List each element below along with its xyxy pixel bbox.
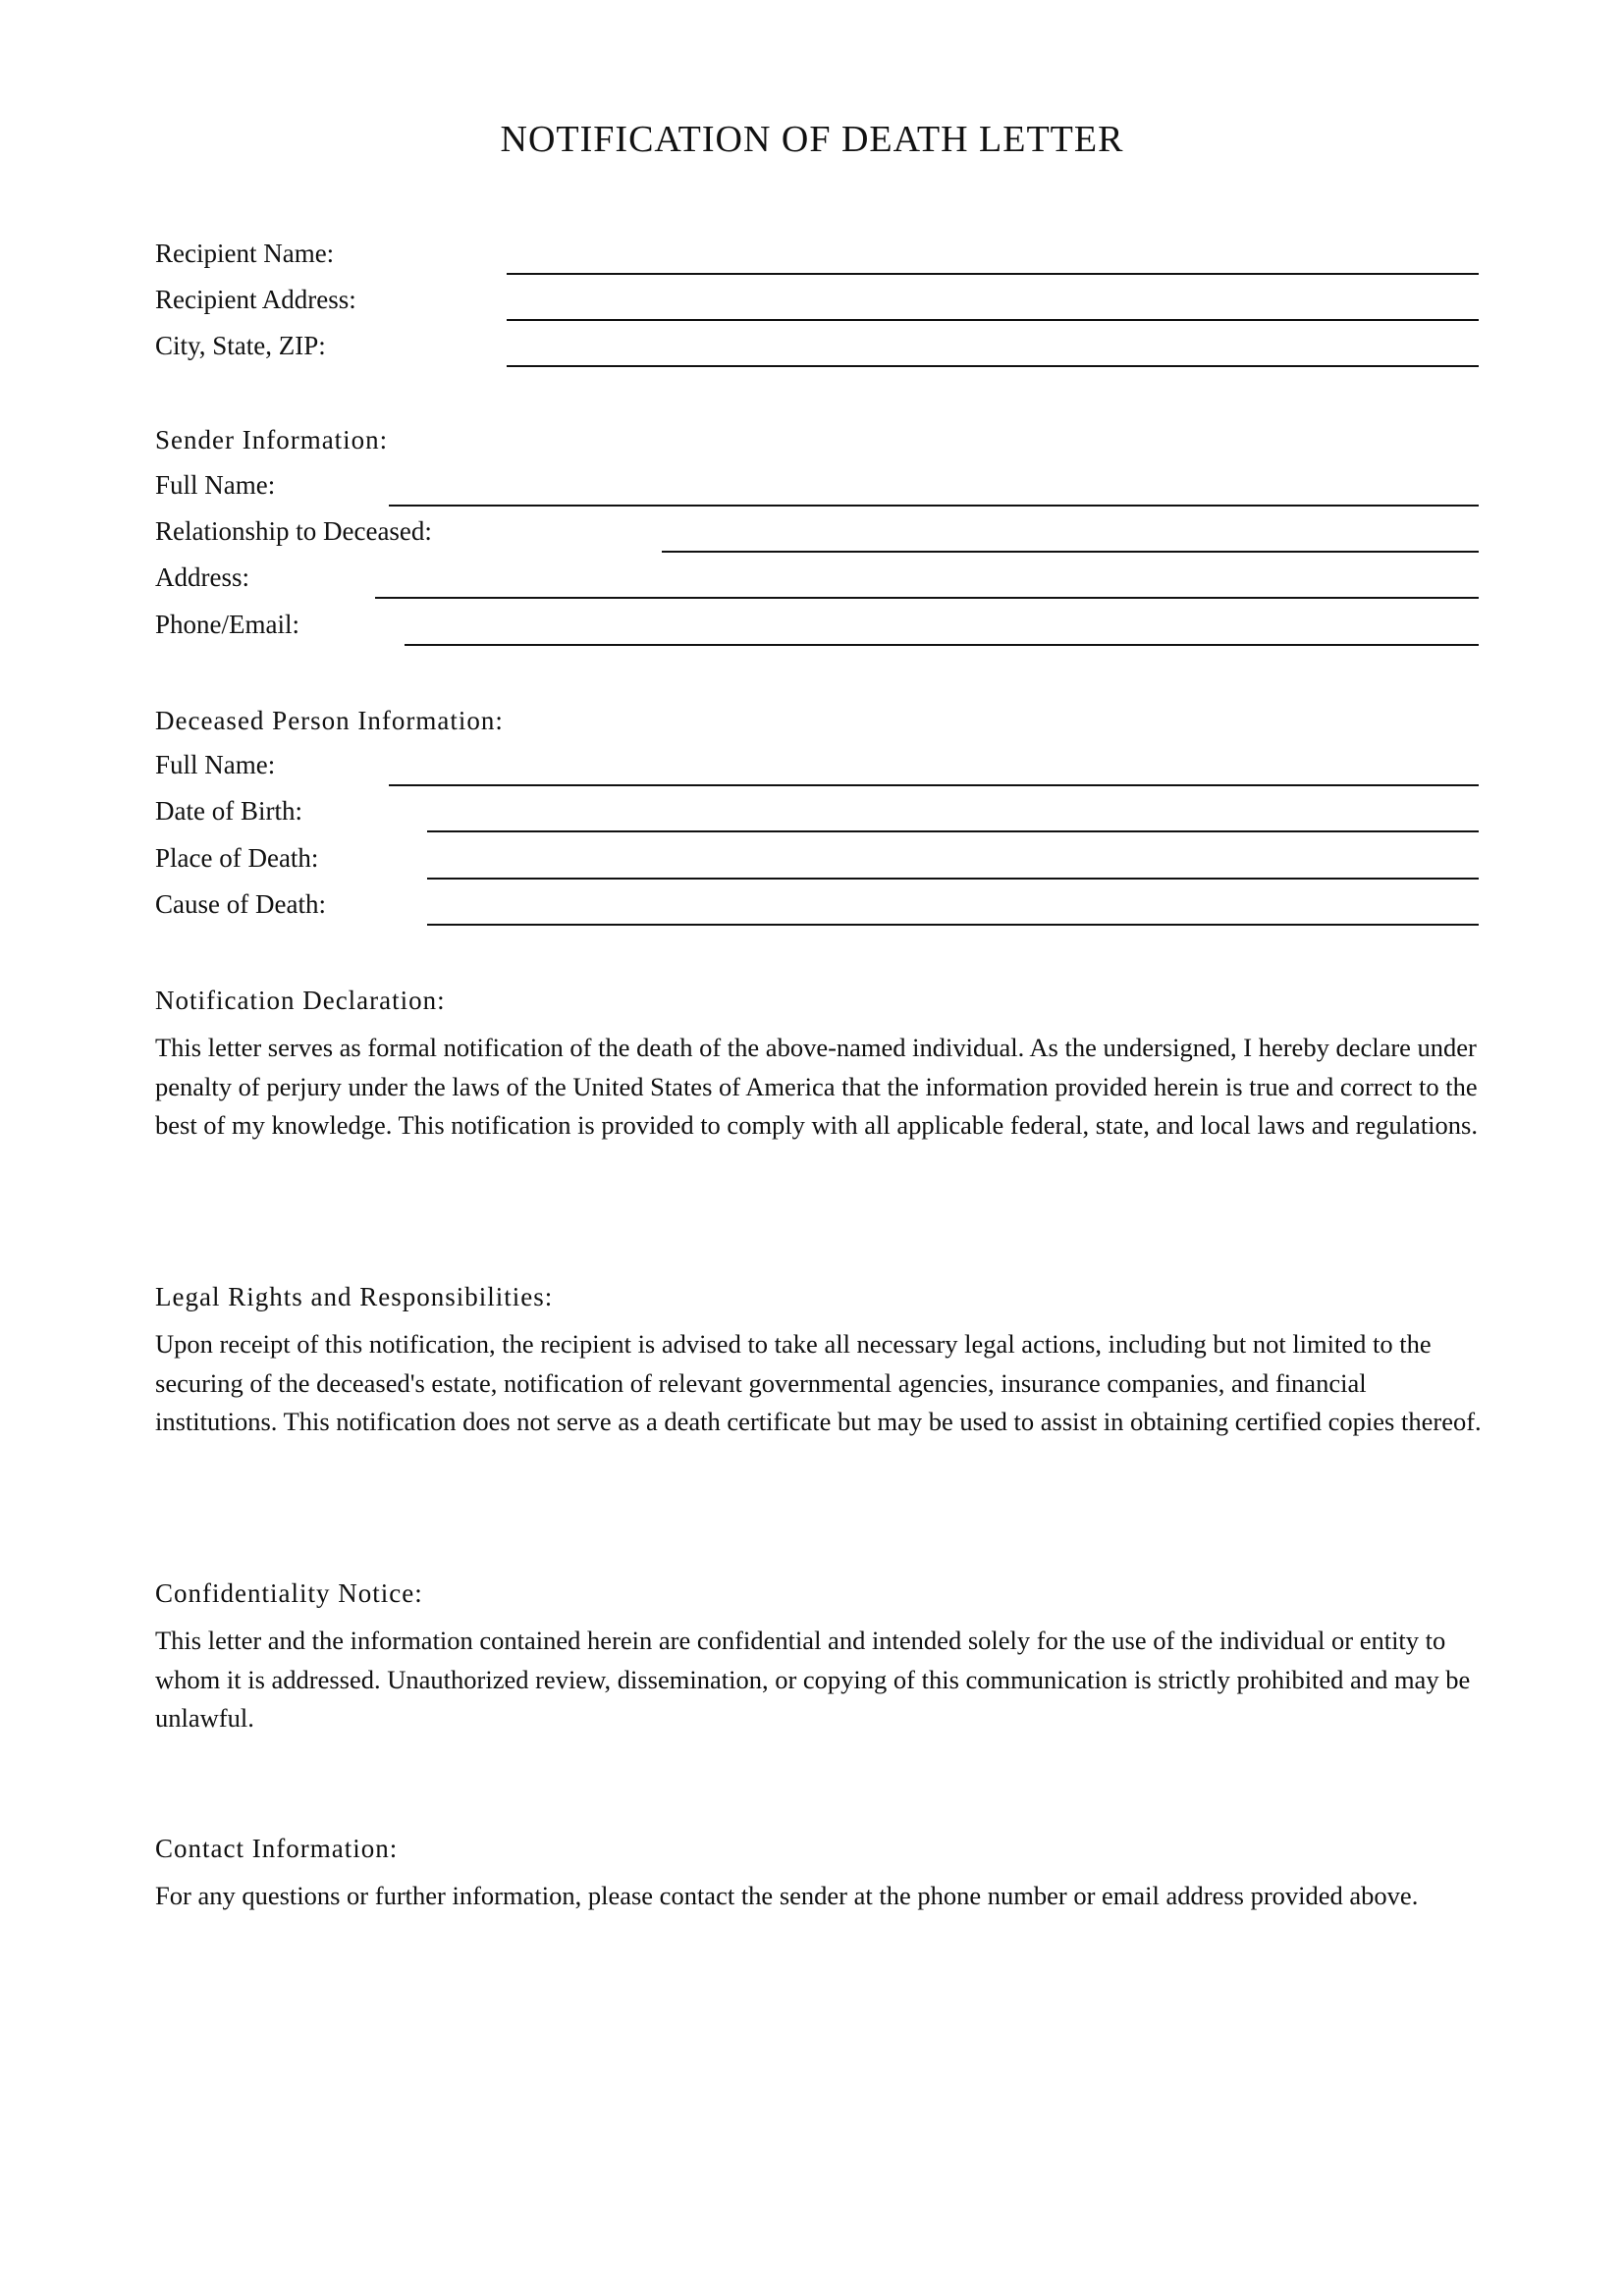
deceased-cause-field[interactable] xyxy=(427,924,1479,926)
recipient-name-field[interactable] xyxy=(507,273,1479,275)
recipient-address-row xyxy=(155,276,1479,321)
deceased-dob-row xyxy=(155,787,1479,832)
deceased-full-name-label: Full Name: xyxy=(155,750,276,779)
recipient-city-field[interactable] xyxy=(507,365,1479,367)
sender-full-name-row xyxy=(155,461,1479,507)
contact-heading: Contact Information: xyxy=(155,1834,399,1863)
recipient-city-row xyxy=(155,322,1479,367)
sender-full-name-field[interactable] xyxy=(389,505,1479,507)
deceased-full-name-row xyxy=(155,741,1479,786)
sender-relationship-label: Relationship to Deceased: xyxy=(155,516,432,546)
recipient-city-label: City, State, ZIP: xyxy=(155,331,326,360)
sender-phone-row xyxy=(155,601,1479,646)
sender-phone-label: Phone/Email: xyxy=(155,610,299,639)
deceased-full-name-field[interactable] xyxy=(389,784,1479,786)
recipient-address-label: Recipient Address: xyxy=(155,285,356,314)
confidentiality-heading: Confidentiality Notice: xyxy=(155,1578,423,1608)
sender-address-row xyxy=(155,554,1479,599)
deceased-cause-row xyxy=(155,881,1479,926)
deceased-cause-label: Cause of Death: xyxy=(155,889,326,919)
recipient-name-row xyxy=(155,230,1479,275)
contact-text: For any questions or further information, please contact the sender at the phone number or email address provided above. xyxy=(155,1881,1419,1910)
sender-full-name-label: Full Name: xyxy=(155,470,276,500)
sender-address-field[interactable] xyxy=(375,597,1479,599)
declaration-text: This letter serves as formal notification of the death of the above-named individual. As the undersigned, I hereby declare under penalty of perjury under the laws of the United States of America that the information provided herein is true and correct to the best of my knowledge. This notification is provided to comply with all applicable federal, state, and local laws and regulations. xyxy=(155,1033,1478,1140)
deceased-heading: Deceased Person Information: xyxy=(155,706,504,735)
deceased-dob-field[interactable] xyxy=(427,830,1479,832)
deceased-place-field[interactable] xyxy=(427,878,1479,880)
sender-phone-field[interactable] xyxy=(405,644,1479,646)
sender-relationship-row xyxy=(155,507,1479,553)
legal-heading: Legal Rights and Responsibilities: xyxy=(155,1282,554,1311)
legal-text: Upon receipt of this notification, the recipient is advised to take all necessary legal actions, including but not limited to the securing of the deceased's estate, notification of relevant governmental agencies, insurance companies, and financial institutions. This notification does not serve as a death certificate but may be used to assist in obtaining certified copies thereof. xyxy=(155,1329,1482,1436)
declaration-heading: Notification Declaration: xyxy=(155,986,446,1015)
deceased-place-label: Place of Death: xyxy=(155,843,319,873)
sender-heading: Sender Information: xyxy=(155,425,389,454)
deceased-dob-label: Date of Birth: xyxy=(155,796,302,826)
recipient-name-label: Recipient Name: xyxy=(155,239,335,268)
sender-relationship-field[interactable] xyxy=(662,551,1479,553)
page-title: NOTIFICATION OF DEATH LETTER xyxy=(500,119,1124,160)
deceased-place-row xyxy=(155,834,1479,880)
confidentiality-text: This letter and the information contained herein are confidential and intended solely for the use of the individual or entity to whom it is addressed. Unauthorized review, dissemination, or copying of this communication is strictly prohibited and may be unlawful. xyxy=(155,1626,1471,1733)
sender-address-label: Address: xyxy=(155,562,249,592)
recipient-address-field[interactable] xyxy=(507,319,1479,321)
